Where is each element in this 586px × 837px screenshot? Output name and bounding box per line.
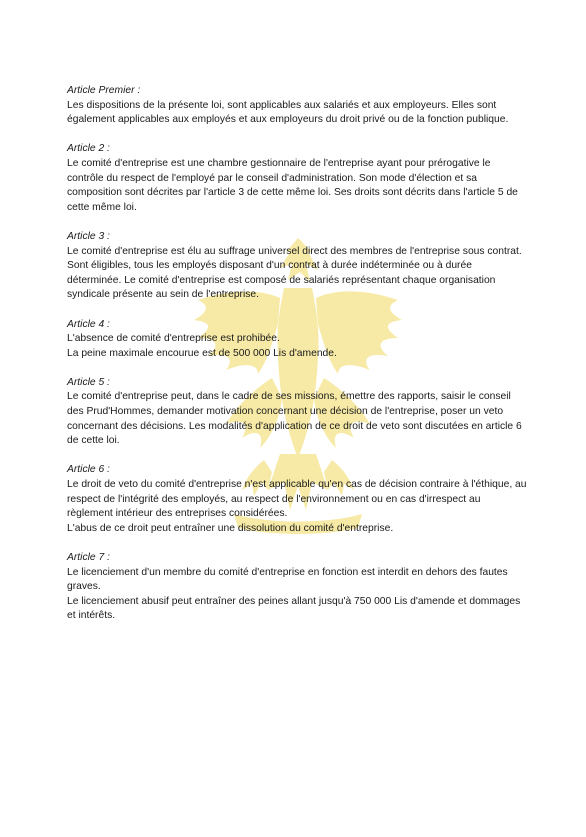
article-paragraph: L'abus de ce droit peut entraîner une dissolution du comité d'entreprise. xyxy=(67,522,394,534)
article-title: Article 7 : xyxy=(67,552,110,563)
article-paragraph: Le droit de veto du comité d'entreprise n'est applicable qu'en cas de décision contraire à l'éthique, au respect de l'intégrité des employés, au respect de l'environnement ou en cas d'irrespect au règlement intérieur des entreprises considérées. xyxy=(67,479,527,520)
article-3 xyxy=(67,230,527,303)
article-premier xyxy=(67,84,527,128)
article-paragraph: Le licenciement abusif peut entraîner des peines allant jusqu'à 750 000 Lis d'amende et dommages et intérêts. xyxy=(67,595,521,622)
article-title: Article 3 : xyxy=(67,230,110,242)
article-title: Article 2 : xyxy=(67,143,110,155)
article-title: Article 6 : xyxy=(67,464,110,476)
article-4 xyxy=(67,318,527,362)
article-title: Article Premier : xyxy=(67,85,141,96)
article-paragraph: Le licenciement d'un membre du comité d'entreprise en fonction est interdit en dehors des fautes graves. xyxy=(67,566,508,593)
document-body xyxy=(67,84,527,639)
article-paragraph: Le comité d'entreprise est une chambre gestionnaire de l'entreprise ayant pour prérogative le contrôle du respect de l'employé par le conseil d'administration. Son mode d'élection et sa composition sont décrites par l'article 3 de cette même loi. Ses droits sont décrits dans l'article 5 de cette même loi. xyxy=(67,157,518,213)
article-paragraph: L'absence de comité d'entreprise est prohibée. xyxy=(67,333,280,345)
article-paragraph: Les dispositions de la présente loi, sont applicables aux salariés et aux employeurs. Elles sont également applicables aux employés et aux employeurs du droit privé ou de la fonction publique. xyxy=(67,99,509,126)
article-paragraph: Le comité d'entreprise est élu au suffrage universel direct des membres de l'entreprise sous contrat. Sont éligibles, tous les employés disposant d'un contrat à durée indéterminée ou à durée déterminée. Le comité d'entreprise est composé de salariés représentant chaque organisation syndicale présente au sein de l'entreprise. xyxy=(67,245,522,301)
article-paragraph: La peine maximale encourue est de 500 000 Lis d'amende. xyxy=(67,347,337,359)
article-title: Article 4 : xyxy=(67,318,110,330)
article-7 xyxy=(67,551,527,624)
article-paragraph: Le comité d'entreprise peut, dans le cadre de ses missions, émettre des rapports, saisir le conseil des Prud'Hommes, demander motivation concernant une décision de l'entreprise, poser un veto concernant des décisions. Les modalités d'application de ce droit de veto sont discutées en article 6 de cette loi. xyxy=(67,391,522,447)
article-title: Article 5 : xyxy=(67,376,110,388)
article-2 xyxy=(67,142,527,215)
article-6 xyxy=(67,463,527,536)
article-5 xyxy=(67,376,527,449)
